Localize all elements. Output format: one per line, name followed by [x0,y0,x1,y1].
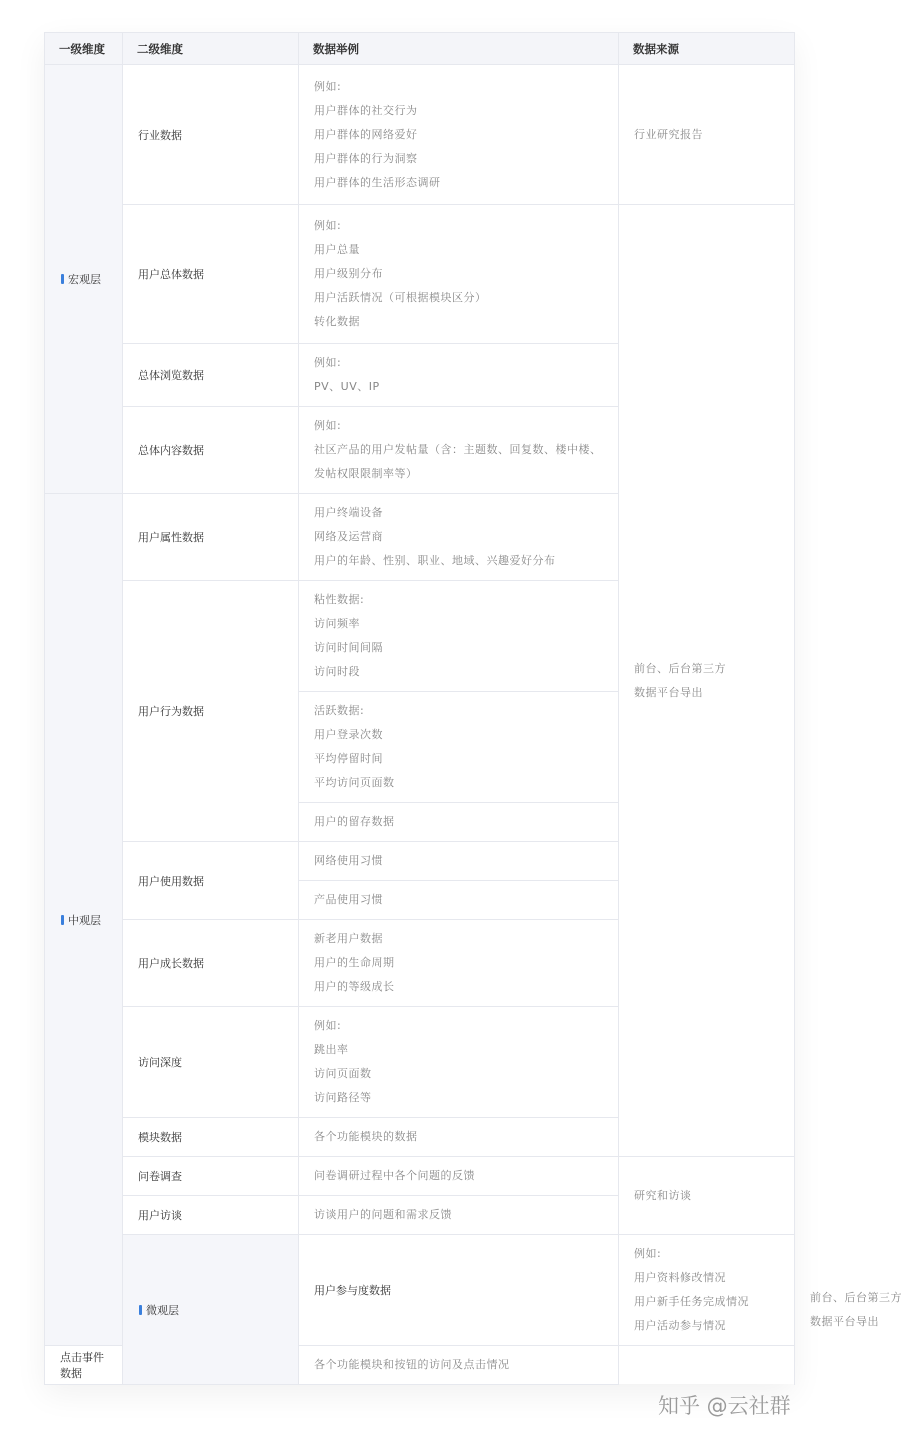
source-cell [619,205,795,1157]
example-line: 用户资料修改情况 [634,1271,726,1284]
dim2-cell: 总体浏览数据 [123,344,299,407]
examples-cell [299,881,619,920]
dim2-cell: 模块数据 [123,1118,299,1157]
accent-bar-icon [139,1305,142,1315]
example-line: 平均停留时间 [314,752,383,765]
example-line: 网络使用习惯 [314,854,383,867]
header-level2: 二级维度 [123,33,299,65]
example-line: 用户新手任务完成情况 [634,1295,749,1308]
example-line: 用户的年龄、性别、职业、地域、兴趣爱好分布 [314,554,556,567]
examples-cell [299,494,619,581]
examples-cell [299,344,619,407]
example-line: 访问时间间隔 [314,641,383,654]
example-line: 用户登录次数 [314,728,383,741]
example-line: 产品使用习惯 [314,893,383,906]
example-line: 用户的生命周期 [314,956,395,969]
accent-bar-icon [61,915,64,925]
examples-cell [299,1118,619,1157]
dim2-cell: 用户使用数据 [123,842,299,920]
example-line: 跳出率 [314,1043,349,1056]
examples-cell [299,803,619,842]
example-line: 用户终端设备 [314,506,383,519]
example-line: 例如: [634,1247,662,1260]
example-line: 新老用户数据 [314,932,383,945]
dim2-cell: 点击事件数据 [45,1346,123,1385]
source-line: 数据平台导出 [634,685,703,699]
example-line: 用户群体的社交行为 [314,103,418,117]
source-line: 行业研究报告 [634,127,703,141]
examples-cell [299,205,619,344]
example-line: 用户群体的生活形态调研 [314,175,441,189]
example-line: 用户活跃情况（可根据模块区分） [314,291,487,304]
example-line: 访问时段 [314,665,360,678]
group-label: 中观层 [68,913,101,927]
dim2-cell: 用户参与度数据 [299,1235,619,1346]
example-line: 用户级别分布 [314,267,383,280]
examples-cell [299,1007,619,1118]
examples-cell [299,692,619,803]
source-line: 研究和访谈 [634,1188,692,1202]
example-line: 例如: [314,419,342,432]
accent-bar-icon [61,274,64,284]
example-line: 用户的等级成长 [314,980,395,993]
table-row [45,1157,795,1196]
example-line: 各个功能模块和按钮的访问及点击情况 [314,1358,510,1371]
example-line: 用户群体的网络爱好 [314,127,418,141]
table-header-row [45,33,795,65]
data-dimension-table-card [44,32,902,1384]
example-line: 用户总量 [314,243,360,256]
group-meso-cell [45,494,123,1346]
example-line: 发帖权限限制率等） [314,467,418,480]
example-line: 各个功能模块的数据 [314,1130,418,1143]
dim2-cell: 总体内容数据 [123,407,299,494]
dim2-cell: 用户访谈 [123,1196,299,1235]
header-level1: 一级维度 [45,33,123,65]
group-micro-cell [123,1235,299,1385]
watermark: 知乎 @云社群 [658,1394,791,1418]
examples-cell [299,407,619,494]
dim2-cell: 行业数据 [123,65,299,205]
example-line: 用户的留存数据 [314,815,395,828]
dim2-cell: 用户总体数据 [123,205,299,344]
dim2-cell: 用户成长数据 [123,920,299,1007]
example-line: 粘性数据: [314,593,365,606]
examples-cell [299,1196,619,1235]
dim2-cell: 访问深度 [123,1007,299,1118]
example-line: 转化数据 [314,315,360,328]
example-line: 例如: [314,356,342,369]
example-line: 用户群体的行为洞察 [314,151,418,165]
example-line: 平均访问页面数 [314,776,395,789]
table-row: 微观层 用户参与度数据 例如: 用户资料修改情况 用户新手任务完成情况 用户活动参与情况 前台、后台第三方 数据平台导出 [45,1235,795,1346]
header-examples: 数据举例 [299,33,619,65]
header-source: 数据来源 [619,33,795,65]
example-line: 问卷调研过程中各个问题的反馈 [314,1169,475,1182]
examples-cell [299,842,619,881]
example-line: 用户活动参与情况 [634,1319,726,1332]
examples-cell [619,1235,795,1346]
example-line: 社区产品的用户发帖量（含：主题数、回复数、楼中楼、 [314,443,602,456]
example-line: 活跃数据: [314,704,365,717]
examples-cell [299,920,619,1007]
table-row [45,65,795,205]
dim2-cell: 用户属性数据 [123,494,299,581]
examples-cell [299,1346,619,1385]
example-line: 访问页面数 [314,1067,372,1080]
example-line: 例如: [314,79,342,93]
source-line: 前台、后台第三方 [634,661,726,675]
table-row [45,205,795,344]
examples-cell [299,1157,619,1196]
data-dimension-table [44,32,902,1385]
source-cell [619,1157,795,1235]
example-line: 访谈用户的问题和需求反馈 [314,1208,452,1221]
dim2-cell: 问卷调查 [123,1157,299,1196]
examples-cell [299,581,619,692]
dim2-cell: 用户行为数据 [123,581,299,842]
example-line: 例如: [314,1019,342,1032]
group-label: 微观层 [146,1303,179,1317]
group-macro-cell [45,65,123,494]
example-line: 网络及运营商 [314,530,383,543]
example-line: 访问频率 [314,617,360,630]
examples-cell [299,65,619,205]
source-cell [619,65,795,205]
example-line: PV、UV、IP [314,380,380,393]
group-label: 宏观层 [68,273,101,286]
example-line: 例如: [314,219,342,232]
example-line: 访问路径等 [314,1091,372,1104]
